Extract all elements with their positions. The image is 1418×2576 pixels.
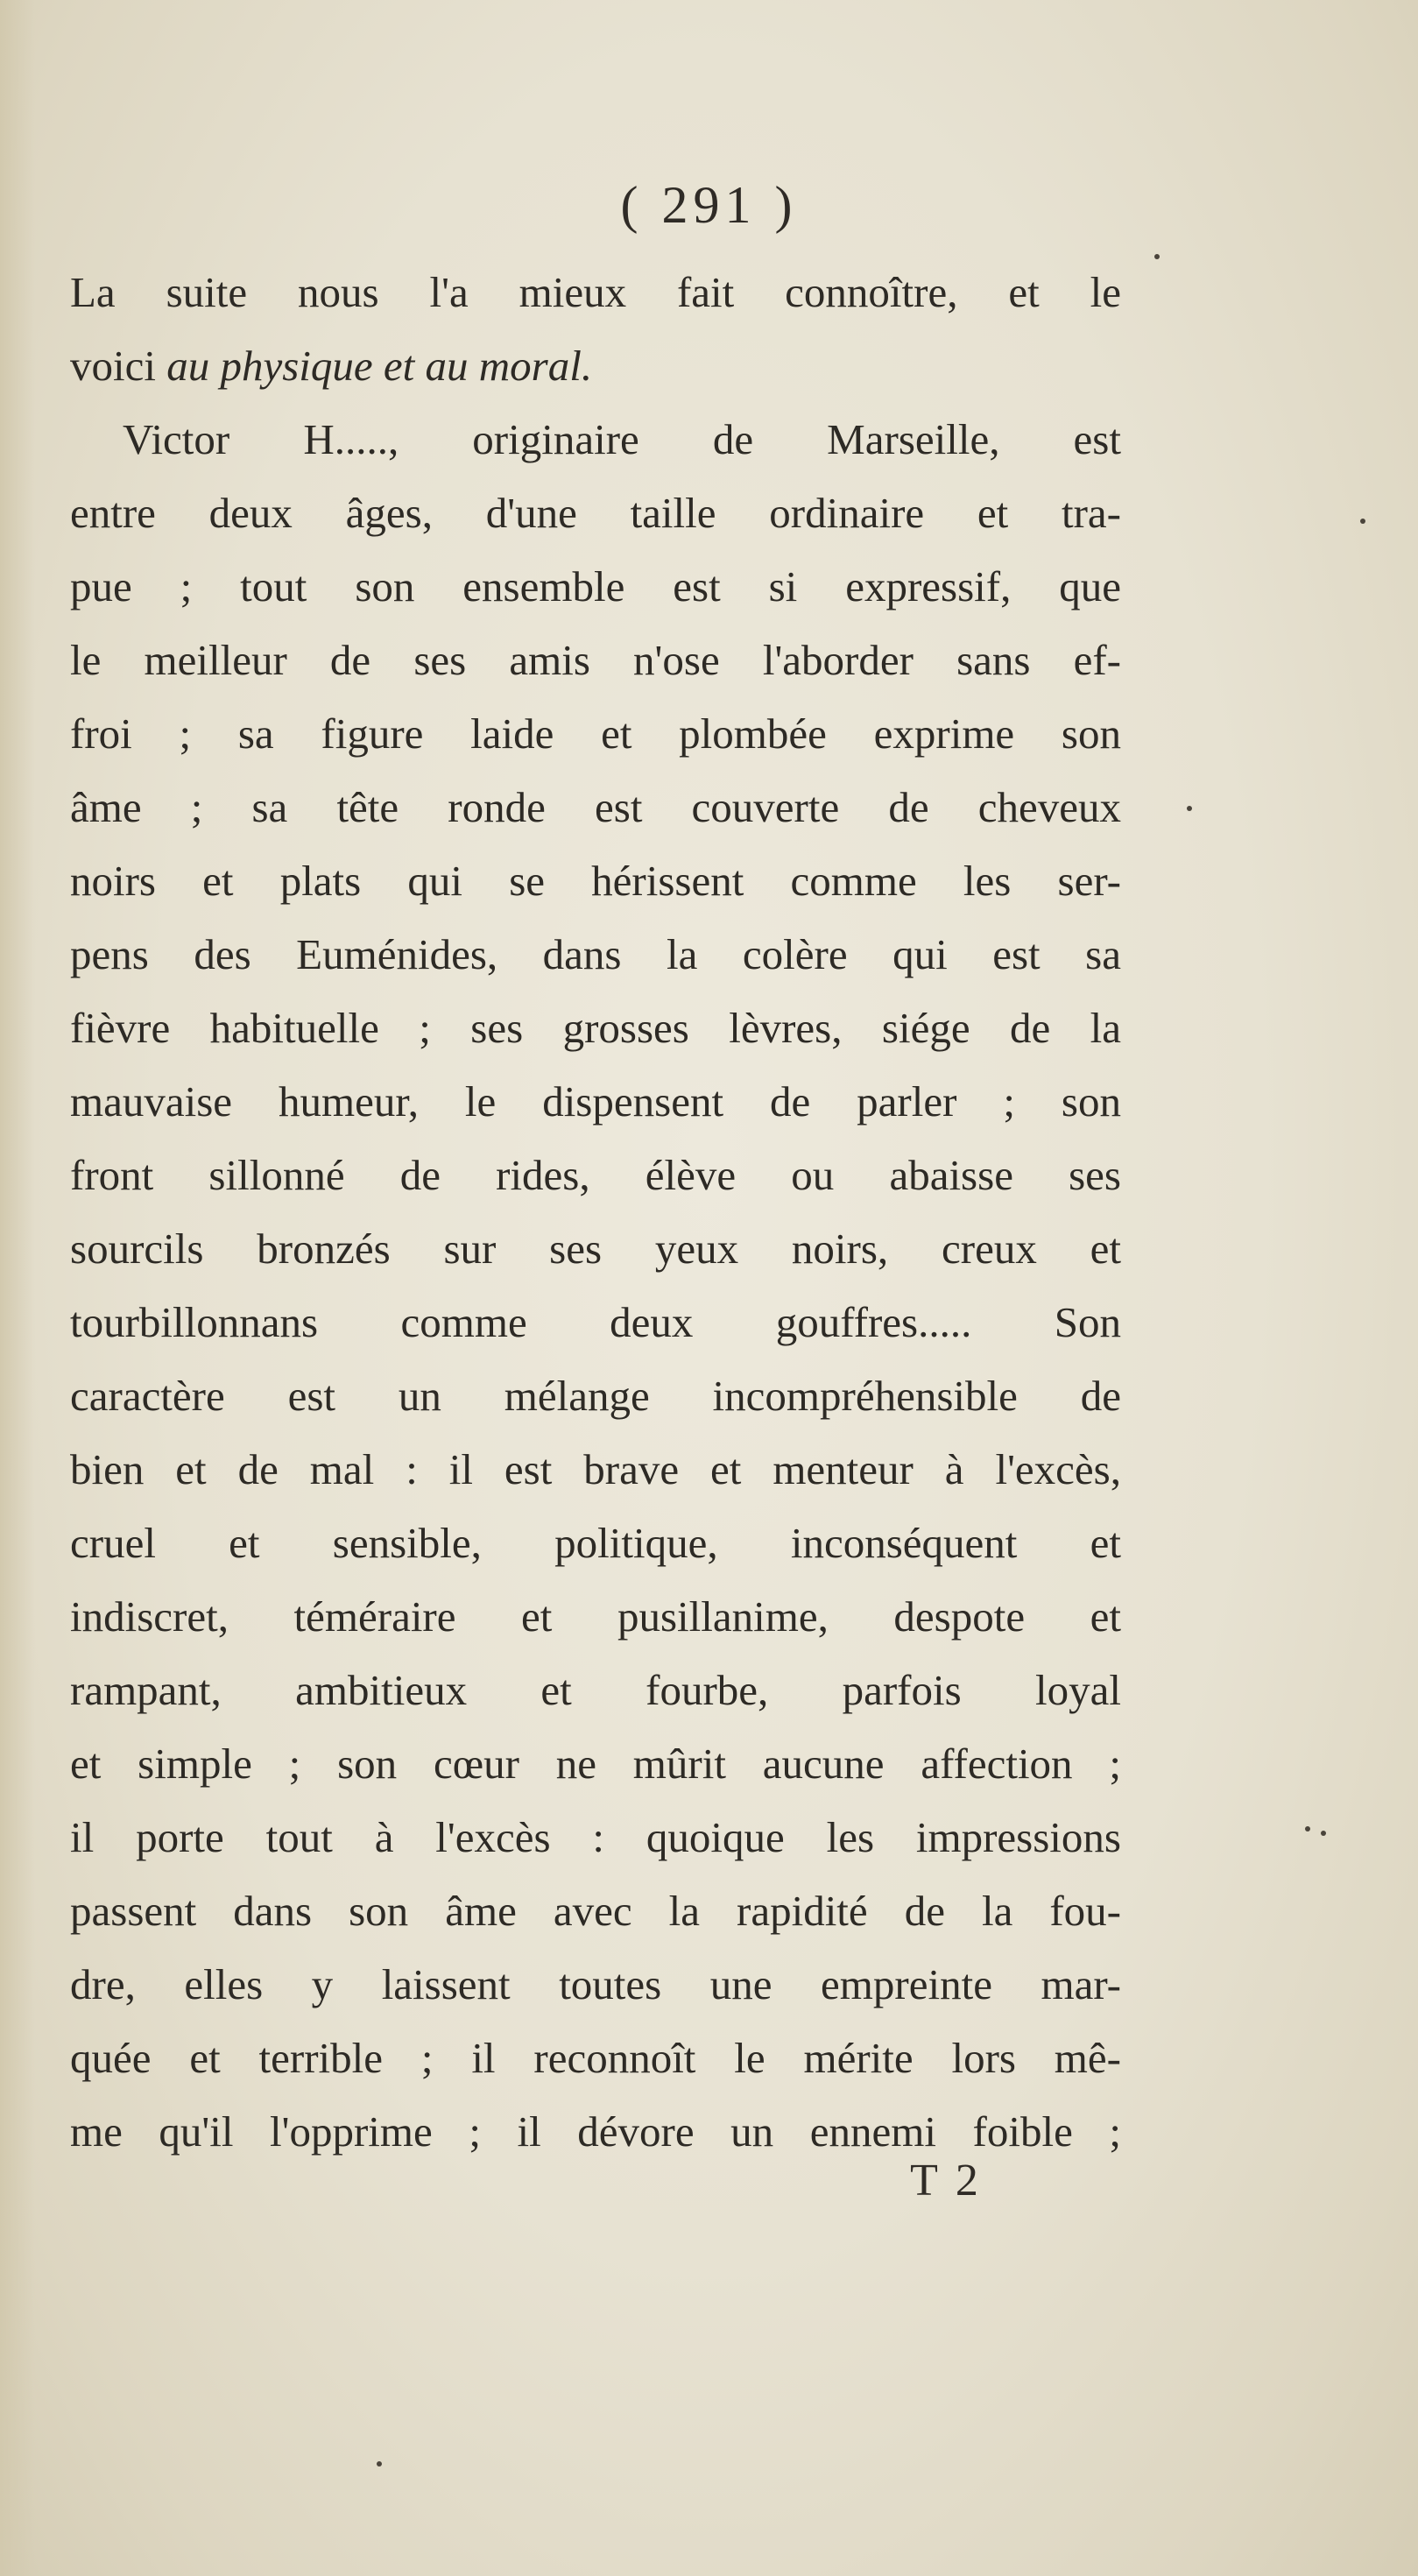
text-line: Victor H....., originaire de Marseille, est	[123, 415, 1121, 463]
text-line: cruel et sensible, politique, inconséquent et	[70, 1519, 1121, 1567]
text-line: front sillonné de rides, élève ou abaisse ses	[70, 1151, 1121, 1199]
text-line: sourcils bronzés sur ses yeux noirs, creux et	[70, 1224, 1121, 1273]
text-line	[70, 329, 1121, 403]
text-line: noirs et plats qui se hérissent comme les ser-	[70, 857, 1121, 905]
body-text	[70, 256, 1121, 2169]
text-line: pue ; tout son ensemble est si expressif, que	[70, 562, 1121, 610]
paper-speck	[377, 2461, 382, 2467]
text-line: tourbillonnans comme deux gouffres..... Son	[70, 1298, 1121, 1346]
paper-speck	[1154, 254, 1160, 259]
paper-speck	[1187, 806, 1192, 811]
text-line: La suite nous l'a mieux fait connoître, et le	[70, 268, 1121, 316]
text-line: rampant, ambitieux et fourbe, parfois loyal	[70, 1666, 1121, 1714]
text-line: me qu'il l'opprime ; il dévore un ennemi foible ;	[70, 2107, 1121, 2156]
text-line: fièvre habituelle ; ses grosses lèvres, siége de la	[70, 1004, 1121, 1052]
page-number: ( 291 )	[620, 176, 798, 234]
text-line: il porte tout à l'excès : quoique les impressions	[70, 1813, 1121, 1861]
paper-speck	[1360, 519, 1365, 524]
text-line: bien et de mal : il est brave et menteur à l'excès,	[70, 1445, 1121, 1493]
paper-speck	[1305, 1826, 1310, 1831]
text-line: caractère est un mélange incompréhensible de	[70, 1372, 1121, 1420]
text-line: pens des Euménides, dans la colère qui est sa	[70, 930, 1121, 978]
text-line: dre, elles y laissent toutes une empreinte mar-	[70, 1960, 1121, 2008]
text-line: passent dans son âme avec la rapidité de la fou-	[70, 1887, 1121, 1935]
printer-signature-mark: T 2	[910, 2156, 982, 2205]
page-gutter-shadow	[0, 0, 35, 2576]
paper-speck	[1321, 1831, 1326, 1836]
text-line-roman: voici	[70, 342, 167, 390]
text-line: et simple ; son cœur ne mûrit aucune affection ;	[70, 1740, 1121, 1788]
text-line: entre deux âges, d'une taille ordinaire et tra-	[70, 489, 1121, 537]
text-line: indiscret, téméraire et pusillanime, despote et	[70, 1592, 1121, 1641]
text-line: froi ; sa figure laide et plombée exprime son	[70, 709, 1121, 758]
text-line: âme ; sa tête ronde est couverte de cheveux	[70, 783, 1121, 831]
text-line: le meilleur de ses amis n'ose l'aborder sans ef-	[70, 636, 1121, 684]
text-line: quée et terrible ; il reconnoît le mérite lors mê-	[70, 2034, 1121, 2082]
text-line-italic: au physique et au moral.	[166, 342, 593, 390]
text-line: mauvaise humeur, le dispensent de parler ; son	[70, 1077, 1121, 1126]
